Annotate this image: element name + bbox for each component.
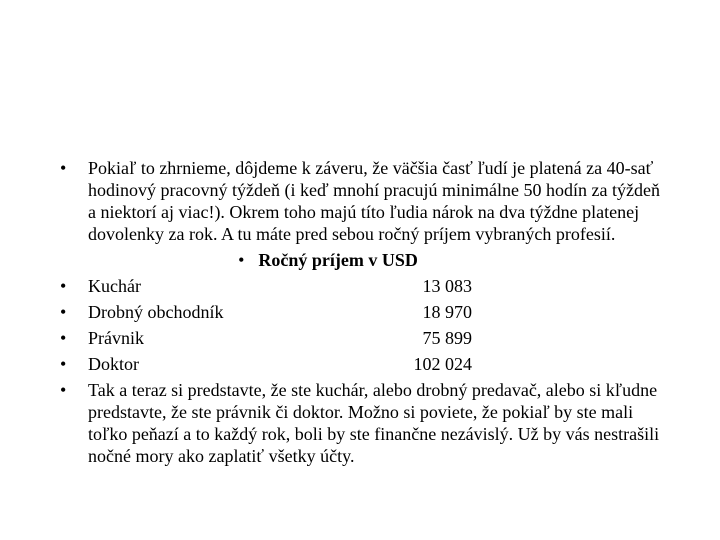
conclusion-text: Tak a teraz si predstavte, že ste kuchár, alebo drobný predavač, alebo si kľudne predstavte, že ste právnik či doktor. Možno si poviete, že pokiaľ by ste mali toľko peňazí a to každý rok, boli by ste finančne nezávislý. Už by vás nestrašili nočné mory ako zaplatiť všetky účty. [88,380,660,466]
bullet-icon: • [60,302,67,322]
profession-income: 13 083 [422,276,472,296]
bullet-icon: • [60,354,67,374]
profession-label: Kuchár [88,276,141,296]
bullet-list [60,157,670,471]
table-heading-bullet [148,249,508,271]
intro-bullet [60,157,670,245]
bullet-icon: • [60,380,67,400]
profession-label: Drobný obchodník [88,302,224,322]
profession-label: Právnik [88,328,144,348]
bullet-icon: • [60,328,67,348]
bullet-icon: • [60,276,67,296]
conclusion-bullet [60,379,670,467]
table-heading: Ročný príjem v USD [258,250,418,270]
bullet-icon: • [60,158,67,178]
intro-text: Pokiaľ to zhrnieme, dôjdeme k záveru, že väčšia časť ľudí je platená za 40-sať hodinový pracovný týždeň (i keď mnohí pracujú minimálne 50 hodín za týždeň a niektorí aj viac!). Okrem toho majú títo ľudia nárok na dva týždne platenej dovolenky za rok. A tu máte pred sebou ročný príjem vybraných profesií. [88,158,660,244]
profession-row-doctor [60,353,670,375]
profession-row-cook [60,275,670,297]
profession-row-shopkeeper [60,301,670,323]
bullet-icon: • [238,250,245,270]
profession-row-lawyer [60,327,670,349]
profession-income: 102 024 [413,354,472,374]
profession-income: 75 899 [422,328,472,348]
profession-label: Doktor [88,354,139,374]
profession-income: 18 970 [422,302,472,322]
